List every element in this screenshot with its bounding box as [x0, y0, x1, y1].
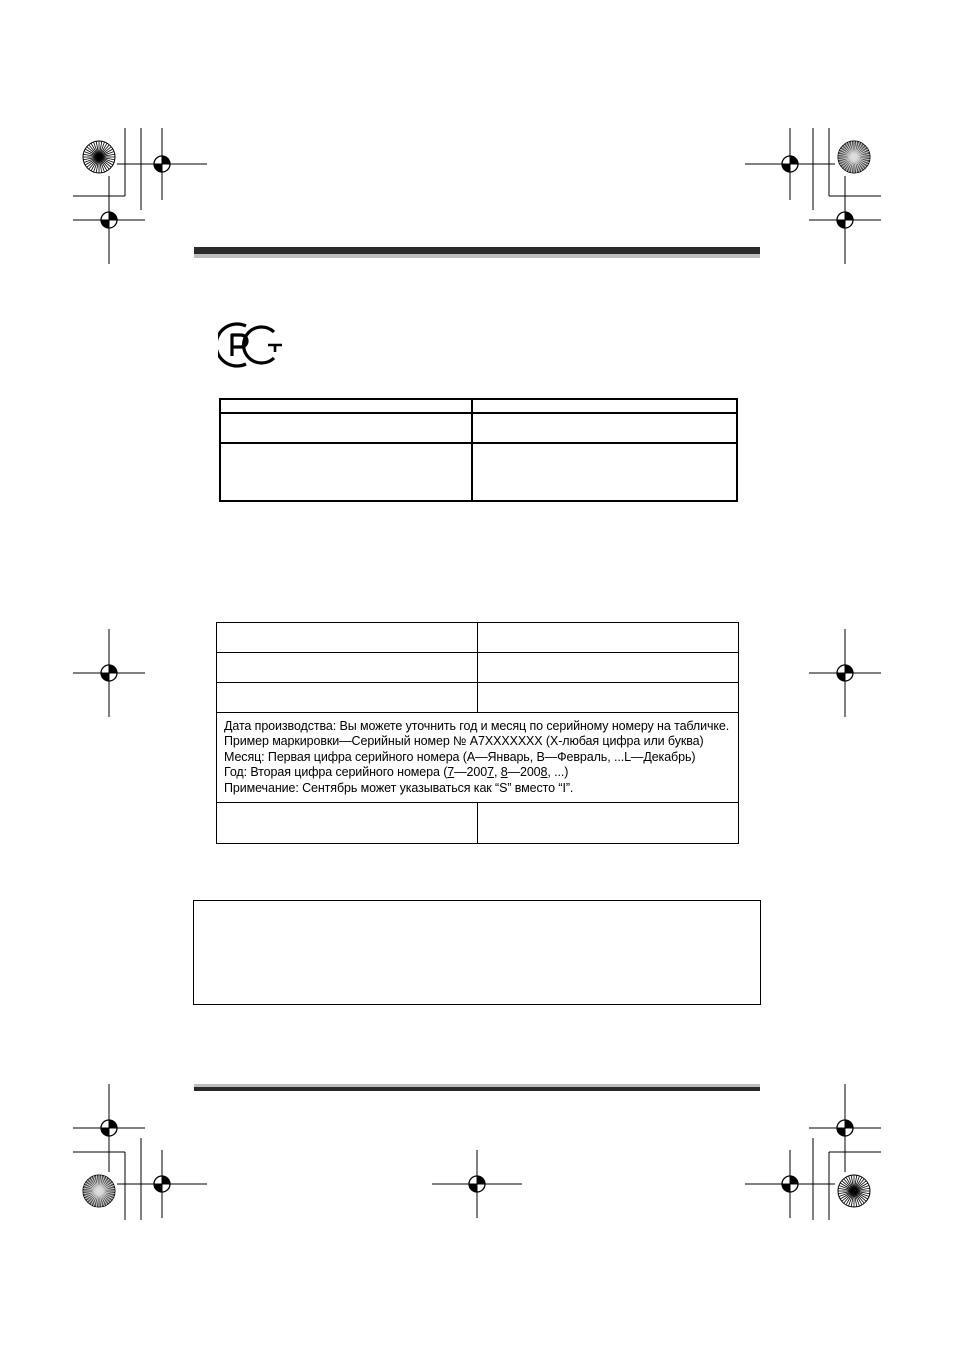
table-cell	[478, 683, 739, 713]
note-line-year	[224, 765, 738, 780]
crosshair-quadrant	[837, 220, 845, 228]
note-line: Дата производства: Вы можете уточнить год и месяц по серийному номеру на табличке.	[224, 719, 730, 733]
footer-rule	[194, 1087, 760, 1091]
crosshair-quadrant	[845, 1120, 853, 1128]
note-line: Примечание: Сентябрь может указываться как “S” вместо “I”.	[224, 780, 574, 795]
table-cell	[472, 413, 737, 443]
note-text: —200	[507, 765, 541, 780]
table-row	[217, 683, 739, 713]
header-rule	[194, 247, 760, 254]
table-row	[220, 399, 737, 413]
crosshair-quadrant	[477, 1176, 485, 1184]
certification-logo	[218, 320, 288, 375]
crosshair-quadrant	[154, 164, 162, 172]
table-cell	[478, 803, 739, 844]
starburst-mark	[838, 1175, 870, 1207]
crosshair-quadrant	[845, 665, 853, 673]
crosshair-quadrant	[162, 156, 170, 164]
table-row	[217, 623, 739, 653]
manufacture-date-note	[217, 713, 739, 803]
crosshair-quadrant	[469, 1184, 477, 1192]
note-line: Пример маркировки—Серийный номер № A7XXXXXXX (X-любая цифра или буква)	[224, 734, 704, 749]
table-row	[217, 653, 739, 683]
starburst-mark	[838, 141, 870, 173]
note-line: Месяц: Первая цифра серийного номера (A—Январь, B—Февраль, ...L—Декабрь)	[224, 749, 696, 764]
table-cell	[217, 803, 478, 844]
year-digit: 7	[487, 765, 494, 780]
crosshair-quadrant	[845, 212, 853, 220]
table-cell	[220, 413, 472, 443]
crosshair-quadrant	[154, 1184, 162, 1192]
year-digit: 8	[540, 765, 548, 780]
crosshair-quadrant	[101, 220, 109, 228]
table-cell	[217, 623, 478, 653]
manufacturer-info-table	[216, 622, 739, 844]
table-row	[220, 413, 737, 443]
table-row	[220, 443, 737, 501]
crosshair-quadrant	[109, 1120, 117, 1128]
crosshair-quadrant	[837, 1128, 845, 1136]
table-cell	[472, 443, 737, 501]
note-text: ,	[493, 765, 501, 780]
table-cell	[220, 443, 472, 501]
note-text: , ...)	[547, 765, 569, 780]
note-text: —200	[454, 765, 488, 780]
year-digit: 7	[447, 765, 455, 780]
crosshair-quadrant	[109, 212, 117, 220]
starburst-mark	[83, 1175, 115, 1207]
starburst-mark	[83, 141, 115, 173]
crosshair-quadrant	[790, 1176, 798, 1184]
table-cell	[217, 683, 478, 713]
crosshair-quadrant	[837, 673, 845, 681]
crosshair-quadrant	[782, 164, 790, 172]
year-digit: 8	[500, 765, 508, 780]
table-cell	[478, 623, 739, 653]
crosshair-quadrant	[790, 156, 798, 164]
table-row	[217, 803, 739, 844]
table-cell	[217, 653, 478, 683]
crosshair-quadrant	[162, 1176, 170, 1184]
header-rule-shadow	[194, 254, 760, 258]
table-cell	[478, 653, 739, 683]
crosshair-quadrant	[782, 1184, 790, 1192]
spec-table	[219, 398, 738, 502]
crosshair-quadrant	[101, 673, 109, 681]
table-row	[217, 713, 739, 803]
crosshair-quadrant	[109, 665, 117, 673]
crosshair-quadrant	[101, 1128, 109, 1136]
note-text: Год: Вторая цифра серийного номера (	[224, 765, 448, 780]
table-cell	[220, 399, 472, 413]
notice-box	[193, 900, 761, 1005]
table-cell	[472, 399, 737, 413]
